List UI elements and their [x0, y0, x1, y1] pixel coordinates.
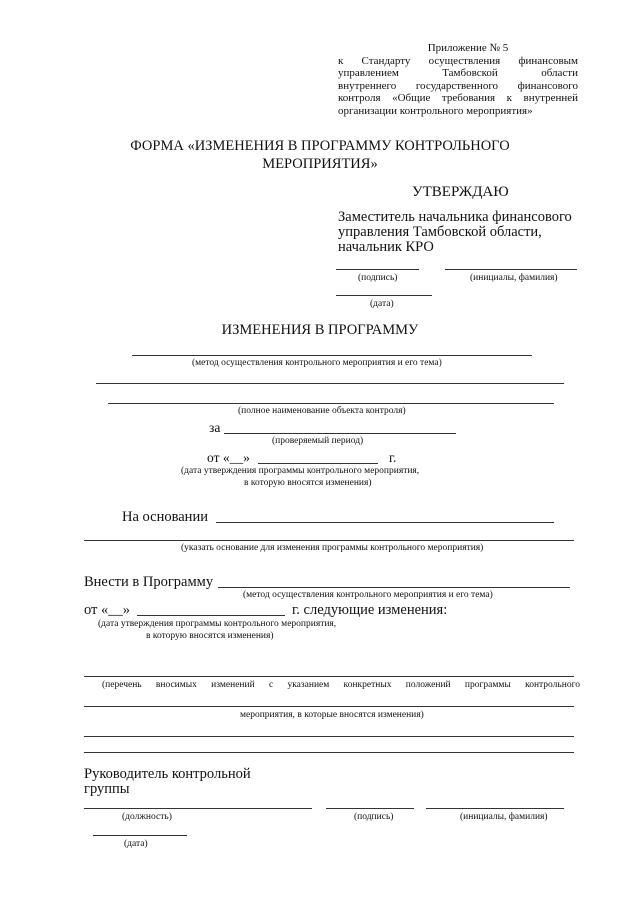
head-initials-caption: (инициалы, фамилия): [460, 812, 548, 822]
changes-line-1[interactable]: [84, 676, 574, 677]
form-title-line-1: ФОРМА «ИЗМЕНЕНИЯ В ПРОГРАММУ КОНТРОЛЬНОГО: [130, 138, 510, 154]
approver-signature-caption: (подпись): [358, 273, 398, 283]
appendix-line: управлением Тамбовской области: [338, 67, 578, 79]
changes-caption-2: мероприятия, в которые вносятся изменения): [240, 710, 424, 720]
basis-line-2[interactable]: [84, 540, 574, 541]
appendix-line: к Стандарту осуществления финансовым: [338, 54, 578, 67]
basis-label: На основании: [122, 509, 208, 525]
approver-signature-line[interactable]: [336, 269, 419, 270]
changes-caption-1: (перечень вносимых изменений с указанием конкретных положений программы контрольного: [102, 680, 580, 690]
appendix-line: контроля «Общие требования к внутренней: [338, 92, 578, 104]
basis-caption: (указать основание для изменения программы контрольного мероприятия): [181, 543, 484, 553]
program-date-from: от «__»: [207, 450, 250, 465]
changes-line-2[interactable]: [84, 706, 574, 707]
into-program-line[interactable]: [218, 587, 570, 588]
object-caption: (полное наименование объекта контроля): [238, 406, 406, 416]
program-date-caption-1: (дата утверждения программы контрольного мероприятия,: [181, 466, 420, 476]
head-label-2: группы: [84, 781, 130, 797]
period-caption: (проверяемый период): [272, 436, 364, 446]
following-changes-label: г. следующие изменения:: [292, 602, 448, 618]
method-line[interactable]: [132, 355, 532, 356]
head-label-1: Руководитель контрольной: [84, 766, 251, 782]
document-title: ИЗМЕНЕНИЯ В ПРОГРАММУ: [221, 322, 419, 338]
appendix-line: внутреннего государственного финансового: [338, 79, 578, 92]
basis-line-1[interactable]: [216, 522, 554, 523]
head-initials-line[interactable]: [426, 808, 564, 809]
head-date-line[interactable]: [93, 835, 187, 836]
head-date-caption: (дата): [124, 839, 148, 849]
appendix-line: организации контрольного мероприятия»: [338, 104, 533, 117]
head-position-caption: (должность): [122, 812, 172, 822]
form-title-line-2: МЕРОПРИЯТИЯ»: [262, 156, 378, 172]
into-program-caption: (метод осуществления контрольного мероприятия и его тема): [243, 590, 493, 600]
approver-initials-line[interactable]: [445, 269, 577, 270]
period-label: за: [209, 420, 221, 435]
into-program-label: Внести в Программу: [84, 574, 214, 590]
head-position-line[interactable]: [84, 808, 312, 809]
appendix-block: [338, 42, 578, 117]
head-signature-caption: (подпись): [354, 812, 394, 822]
program-date2-from: от «__»: [84, 602, 131, 618]
method-caption: (метод осуществления контрольного мероприятия и его тема): [192, 358, 442, 368]
program-date2-line[interactable]: [137, 615, 285, 616]
approver-date-line[interactable]: [336, 295, 432, 296]
object-line-2[interactable]: [108, 403, 554, 404]
program-date2-caption-2: в которую вносятся изменения): [146, 631, 274, 641]
changes-line-4[interactable]: [84, 752, 574, 753]
program-date-line[interactable]: [258, 463, 378, 464]
period-line[interactable]: [224, 433, 456, 434]
program-date2-caption-1: (дата утверждения программы контрольного мероприятия,: [98, 619, 337, 629]
approver-initials-caption: (инициалы, фамилия): [470, 273, 558, 283]
head-signature-line[interactable]: [326, 808, 414, 809]
approver-date-caption: (дата): [370, 299, 394, 309]
appendix-number: Приложение № 5: [427, 42, 509, 54]
object-line-1[interactable]: [96, 383, 564, 384]
approver-position-2: управления Тамбовской области,: [338, 224, 542, 240]
approve-title: УТВЕРЖДАЮ: [412, 184, 509, 200]
program-date-year: г.: [389, 450, 397, 465]
changes-line-3[interactable]: [84, 736, 574, 737]
approver-position-1: Заместитель начальника финансового: [338, 209, 572, 225]
program-date-caption-2: в которую вносятся изменения): [244, 478, 372, 488]
approver-position-3: начальник КРО: [338, 239, 434, 255]
